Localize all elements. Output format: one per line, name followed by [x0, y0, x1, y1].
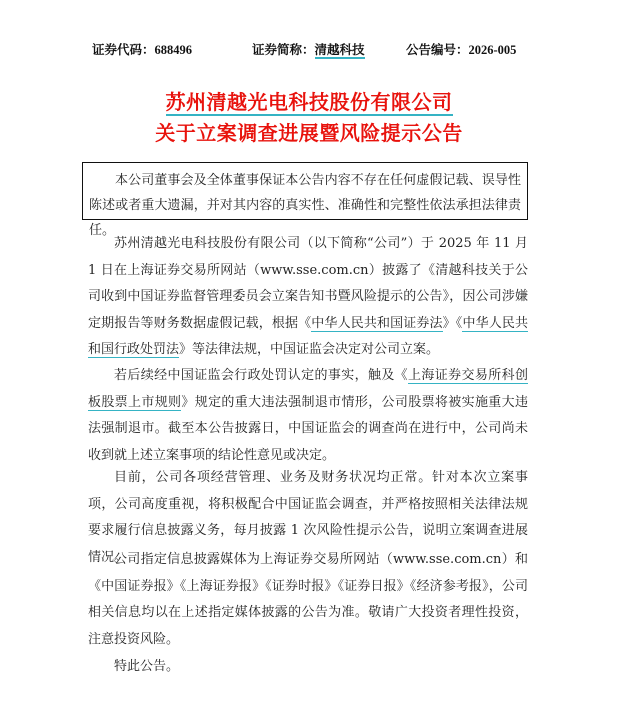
- announcement-number: [406, 40, 516, 58]
- paragraph-disclosure-media: 公司指定信息披露媒体为上海证券交易所网站（www.sse.com.cn）和《中国证券报》《上海证券报》《证券时报》《证券日报》《经济参考报》，公司相关信息均以在上述指定媒体披露的公告为准。敬请广大投资者理性投资，注意投资风险。: [88, 552, 528, 647]
- p1-text-between: 》《: [442, 315, 463, 331]
- p1-text-before: 苏州清越光电科技股份有限公司（以下简称“公司”）于 2025 年 11 月 1 日在上海证券交易所网站（www.sse.com.cn）披露了《清越科技关于公司收到中国证券监督管理委员会立案告知书暨风险提示的公告》，因公司涉嫌定期报告等财务数据虚假记载，根据《: [88, 236, 528, 331]
- paragraph-operations-status: 目前，公司各项经营管理、业务及财务状况均正常。针对本次立案事项，公司高度重视，将积极配合中国证监会调查，并严格按照相关法律法规要求履行信息披露义务，每月披露 1 次风险性提示公告，说明立案调查进展情况。: [88, 470, 528, 565]
- administrative-penalty-law-link[interactable]: 中华人民共和国行政处罚法: [88, 315, 528, 357]
- announcement-subject-title: 关于立案调查进展暨风险提示公告: [155, 121, 463, 145]
- stock-code-value: 688496: [154, 43, 193, 57]
- disclaimer-text: 本公司董事会及全体董事保证本公告内容不存在任何虚假记载、误导性陈述或者重大遗漏，并对其内容的真实性、准确性和完整性依法承担法律责任。: [89, 173, 521, 238]
- disclaimer-box: [82, 162, 528, 238]
- announcement-header: [92, 40, 532, 60]
- company-title: [0, 86, 618, 115]
- stock-code: [92, 40, 192, 58]
- p1-text-after: 》等法律法规，中国证监会决定对公司立案。: [179, 342, 440, 357]
- star-market-listing-rules-link[interactable]: 上海证券交易所科创板股票上市规则: [88, 368, 528, 410]
- announcement-number-label: 公告编号：: [406, 42, 469, 57]
- paragraph-delisting-risk: [88, 363, 528, 469]
- stock-short-name: [252, 40, 365, 58]
- p2-text-before: 若后续经中国证监会行政处罚认定的事实，触及《: [114, 368, 409, 383]
- securities-law-link[interactable]: 中华人民共和国证券法: [311, 315, 443, 331]
- announcement-number-value: 2026-005: [468, 43, 517, 57]
- stock-short-name-link[interactable]: 清越科技: [314, 42, 365, 57]
- stock-short-name-label: 证券简称：: [252, 42, 315, 57]
- stock-code-label: 证券代码：: [92, 42, 155, 57]
- company-name-link[interactable]: 苏州清越光电科技股份有限公司: [165, 90, 453, 114]
- paragraph-closing: 特此公告。: [114, 659, 180, 674]
- p2-text-after: 》规定的重大违法强制退市情形，公司股票将被实施重大违法强制退市。截至本公告披露日，中国证监会的调查尚在进行中，公司尚未收到就上述立案事项的结论性意见或决定。: [88, 394, 528, 463]
- paragraph-case-filing: [88, 231, 528, 364]
